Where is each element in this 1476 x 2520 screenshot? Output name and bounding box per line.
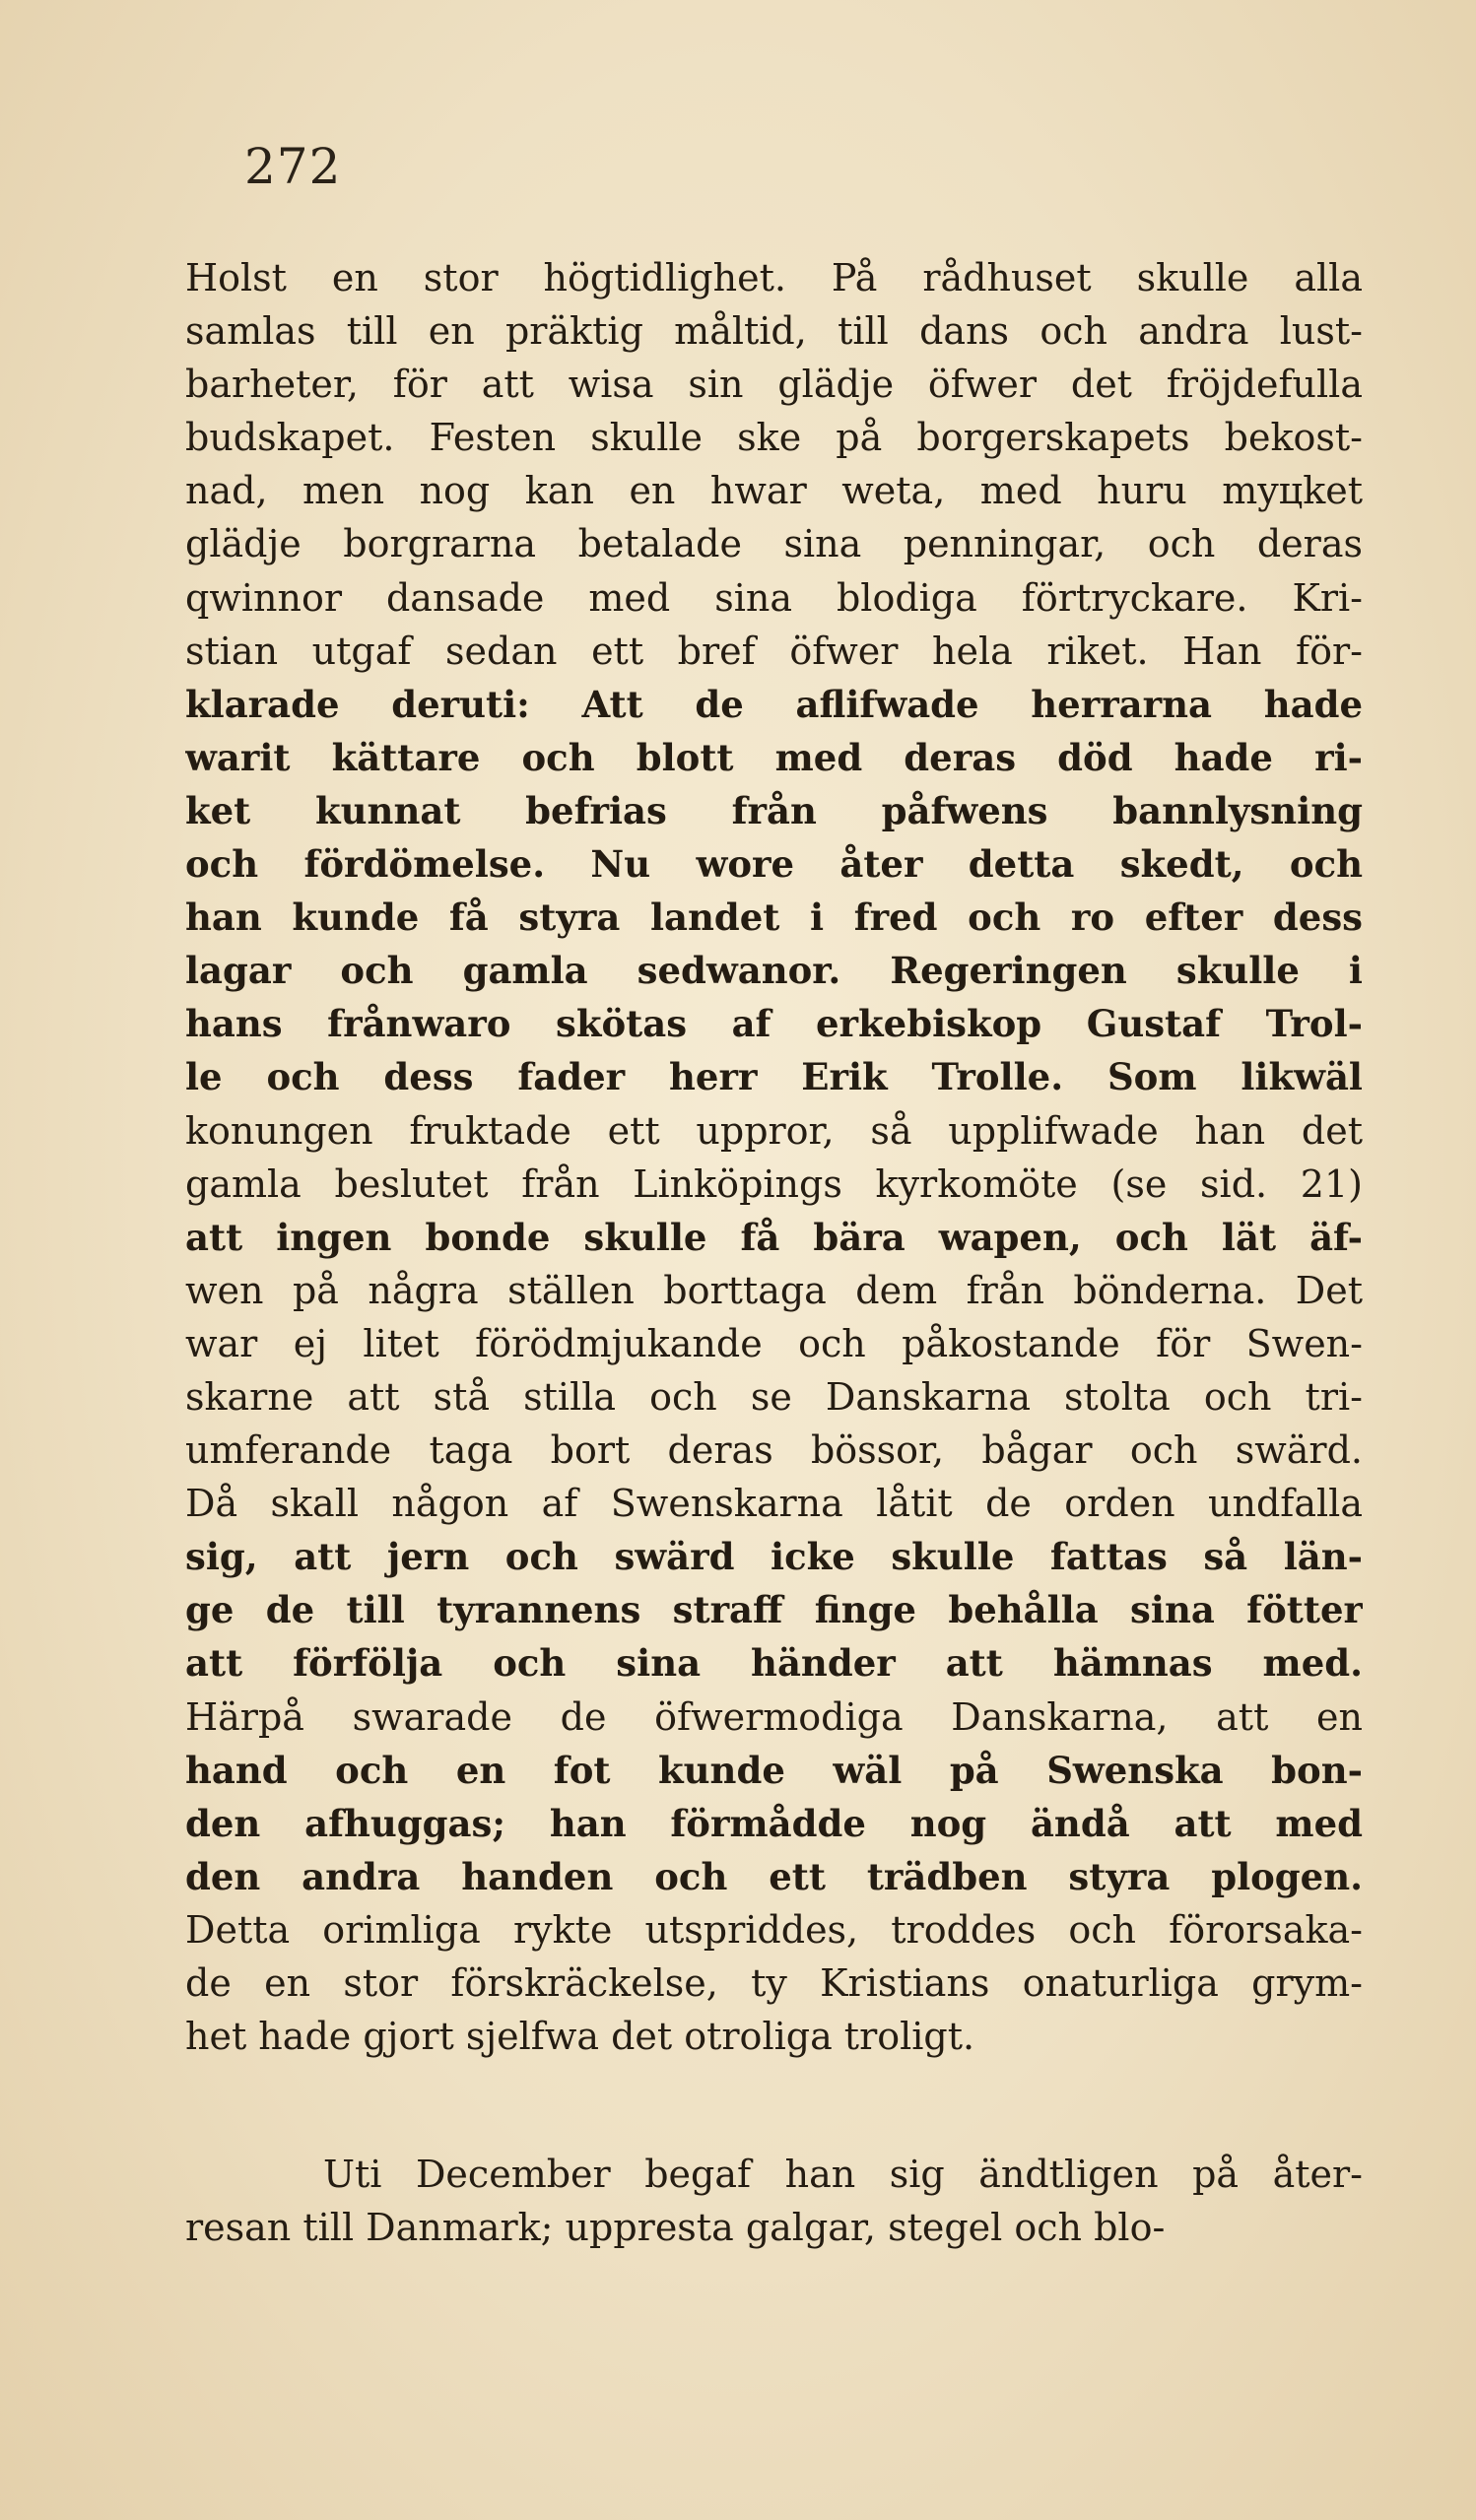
text-line: budskapet. Festen skulle ske på borgerskapets bekost- (185, 416, 1363, 460)
text-line: resan till Danmark; uppresta galgar, stegel och blo- (185, 2206, 1166, 2250)
page-number: 272 (244, 138, 342, 195)
text-line: de en stor förskräckelse, ty Kristians onaturliga grym- (185, 1961, 1363, 2005)
text-line: ge de till tyrannens straff finge behålla sina fötter (185, 1588, 1363, 1632)
text-line: samlas till en präktig måltid, till dans och andra lust- (185, 309, 1363, 354)
text-line: han kunde få styra landet i fred och ro efter dess (185, 895, 1363, 940)
text-line: het hade gjort sjelfwa det otroliga troligt. (185, 2015, 975, 2059)
text-line: ket kunnat befrias från påfwens bannlysning (185, 788, 1363, 832)
text-line: le och dess fader herr Erik Trolle. Som likwäl (185, 1055, 1363, 1099)
text-line: glädje borgrarna betalade sina penningar, och deras (185, 522, 1363, 566)
text-line: den afhuggas; han förmådde nog ändå att med (185, 1801, 1363, 1845)
text-line: sig, att jern och swärd icke skulle fattas så län- (185, 1535, 1363, 1579)
text-line: och fördömelse. Nu wore åter detta skedt, och (185, 842, 1363, 887)
text-line: wen på några ställen borttaga dem från bönderna. Det (185, 1268, 1363, 1312)
text-line: Holst en stor högtidlighet. På rådhuset skulle alla (185, 256, 1363, 299)
text-line: war ej litet förödmjukande och påkostande för Swen- (185, 1321, 1363, 1365)
text-line: gamla beslutet från Linköpings kyrkomöte (se sid. 21) (185, 1161, 1363, 1206)
paragraph-1 (185, 251, 1368, 2063)
text-line: att ingen bonde skulle få bära wapen, och lät äf- (185, 1215, 1363, 1259)
text-line: Uti December begaf han sig ändtligen på åter- (323, 2153, 1363, 2196)
text-line: hand och en fot kunde wäl på Swenska bon- (185, 1748, 1363, 1792)
text-line: warit kättare och blott med deras död hade ri- (185, 735, 1363, 779)
text-line: lagar och gamla sedwanor. Regeringen skulle i (185, 949, 1363, 993)
text-line: stian utgaf sedan ett bref öfwer hela riket. Han för- (185, 629, 1363, 673)
text-line: qwinnor dansade med sina blodiga förtryckare. Kri- (185, 575, 1363, 620)
paragraph-2 (185, 2148, 1368, 2254)
text-line: konungen fruktade ett uppror, så upplifwade han det (185, 1108, 1363, 1153)
text-line: skarne att stå stilla och se Danskarna stolta och tri- (185, 1374, 1363, 1419)
text-line: Då skall någon af Swenskarna låtit de orden undfalla (185, 1482, 1363, 1526)
text-line: att förfölja och sina händer att hämnas med. (185, 1641, 1363, 1686)
text-line: klarade deruti: Att de aflifwade herrarna hade (185, 682, 1363, 726)
text-line: umferande taga bort deras bössor, bågar och swärd. (185, 1428, 1363, 1473)
text-line: barheter, för att wisa sin glädje öfwer det fröjdefulla (185, 363, 1363, 407)
text-line: den andra handen och ett trädben styra plogen. (185, 1854, 1363, 1898)
text-line: Detta orimliga rykte utspriddes, troddes och förorsaka- (185, 1907, 1363, 1952)
text-line: Härpå swarade de öfwermodiga Danskarna, att en (185, 1694, 1363, 1739)
text-line: nad, men nog kan en hwar weta, med huru myцket (185, 469, 1363, 513)
text-line: hans frånwaro skötas af erkebiskop Gustaf Trol- (185, 1002, 1363, 1046)
